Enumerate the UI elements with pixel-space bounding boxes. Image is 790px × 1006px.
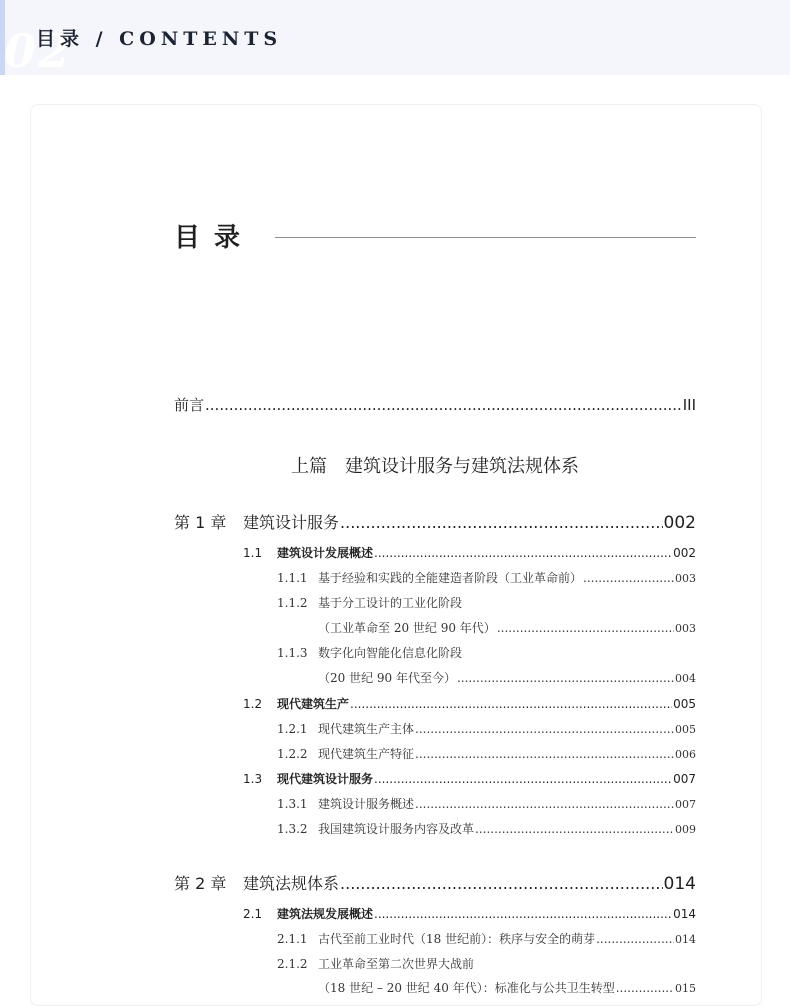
entry-page: 004	[675, 672, 696, 685]
toc-entry-2-1-2-cont[interactable]	[318, 979, 696, 996]
subsection-number: 1.2.1	[277, 722, 308, 736]
subsection-number: 1.1.1	[277, 571, 308, 585]
toc-entry-2-1-2[interactable]	[277, 955, 474, 972]
entry-page: 014	[675, 933, 696, 946]
dot-leader	[415, 747, 674, 761]
entry-page: 002	[663, 513, 696, 533]
toc-entry-1-2[interactable]	[243, 695, 696, 712]
entry-title-continued: （工业革命至 20 世纪 90 年代）	[318, 621, 496, 635]
entry-title-continued: （18 世纪 – 20 世纪 40 年代）：标准化与公共卫生转型	[318, 981, 615, 995]
entry-title: 建筑设计服务	[243, 513, 340, 532]
entry-page: 005	[675, 723, 696, 736]
dot-leader	[475, 822, 674, 836]
dot-leader	[596, 932, 674, 946]
dot-leader	[205, 396, 682, 414]
toc-entry-1-2-2[interactable]	[277, 745, 696, 762]
subsection-number: 1.3.2	[277, 822, 308, 836]
entry-page: 005	[673, 697, 696, 711]
subsection-number: 1.3.1	[277, 797, 308, 811]
entry-title: 基于分工设计的工业化阶段	[318, 596, 463, 610]
toc-entry-1-3-2[interactable]	[277, 820, 696, 837]
toc-heading-row	[174, 222, 696, 254]
subsection-number: 1.2.2	[277, 747, 308, 761]
toc-entry-1-1-1[interactable]	[277, 569, 696, 586]
entry-title: 现代建筑生产主体	[318, 722, 415, 736]
toc-entry-1-1-3-cont[interactable]	[318, 669, 696, 686]
entry-page: 009	[675, 823, 696, 836]
entry-title: 建筑设计发展概述	[277, 546, 374, 560]
toc-entry-2-1[interactable]	[243, 905, 696, 922]
entry-title: 建筑法规体系	[243, 874, 340, 893]
entry-title: 数字化向智能化信息化阶段	[318, 646, 463, 660]
entry-title: 基于经验和实践的全能建造者阶段（工业革命前）	[318, 571, 583, 585]
entry-page: III	[682, 396, 696, 414]
dot-leader	[457, 671, 674, 685]
dot-leader	[415, 722, 674, 736]
section-number: 1.2	[243, 697, 263, 711]
subsection-number: 2.1.1	[277, 932, 308, 946]
entry-page: 015	[675, 982, 696, 995]
entry-title-continued: （20 世纪 90 年代至今）	[318, 671, 456, 685]
section-number: 1.1	[243, 546, 263, 560]
entry-page: 007	[675, 798, 696, 811]
entry-title: 工业革命至第二次世界大战前	[318, 957, 475, 971]
entry-page: 006	[675, 748, 696, 761]
subsection-number: 1.1.3	[277, 646, 308, 660]
toc-entry-1-3-1[interactable]	[277, 795, 696, 812]
chapter-number: 第 1 章	[174, 513, 227, 532]
entry-title: 建筑设计服务概述	[318, 797, 415, 811]
dot-leader	[374, 772, 672, 786]
header-bar	[0, 0, 790, 75]
dot-leader	[350, 697, 672, 711]
toc-entry-1-1-2-cont[interactable]	[318, 619, 696, 636]
toc-entry-1-3[interactable]	[243, 770, 696, 787]
toc-entry-1-1-2[interactable]	[277, 594, 462, 611]
toc-entry-chapter-2[interactable]	[174, 871, 696, 894]
entry-title: 现代建筑设计服务	[277, 772, 374, 786]
dot-leader	[374, 546, 672, 560]
page-number-watermark: 02	[4, 24, 73, 75]
part-title: 上篇 建筑设计服务与建筑法规体系	[291, 456, 579, 477]
subsection-number: 2.1.2	[277, 957, 308, 971]
chapter-number: 第 2 章	[174, 874, 227, 893]
entry-page: 014	[673, 907, 696, 921]
dot-leader	[340, 874, 663, 893]
section-number: 2.1	[243, 907, 263, 921]
toc-entry-2-1-1[interactable]	[277, 930, 696, 947]
entry-page: 014	[663, 874, 696, 894]
toc-heading: 目录	[174, 223, 255, 253]
heading-rule	[275, 237, 696, 238]
toc-entry-1-2-1[interactable]	[277, 720, 696, 737]
entry-title: 古代至前工业时代（18 世纪前）：秩序与安全的萌芽	[318, 932, 596, 946]
toc-entry-preface[interactable]	[174, 394, 696, 415]
toc-entry-chapter-1[interactable]	[174, 510, 696, 533]
entry-title: 建筑法规发展概述	[277, 907, 374, 921]
dot-leader	[374, 907, 672, 921]
subsection-number: 1.1.2	[277, 596, 308, 610]
header-title: 目录 / CONTENTS	[36, 28, 283, 50]
entry-title: 现代建筑生产特征	[318, 747, 415, 761]
dot-leader	[340, 513, 663, 532]
dot-leader	[583, 571, 674, 585]
entry-title: 我国建筑设计服务内容及改革	[318, 822, 475, 836]
entry-page: 003	[675, 622, 696, 635]
toc-entry-1-1-3[interactable]	[277, 644, 462, 661]
dot-leader	[415, 797, 674, 811]
entry-page: 003	[675, 572, 696, 585]
entry-title: 现代建筑生产	[277, 697, 350, 711]
section-number: 1.3	[243, 772, 263, 786]
entry-title: 前言	[174, 396, 205, 414]
entry-page: 002	[673, 546, 696, 560]
toc-entry-1-1[interactable]	[243, 544, 696, 561]
entry-page: 007	[673, 772, 696, 786]
dot-leader	[497, 621, 674, 635]
dot-leader	[616, 981, 674, 995]
